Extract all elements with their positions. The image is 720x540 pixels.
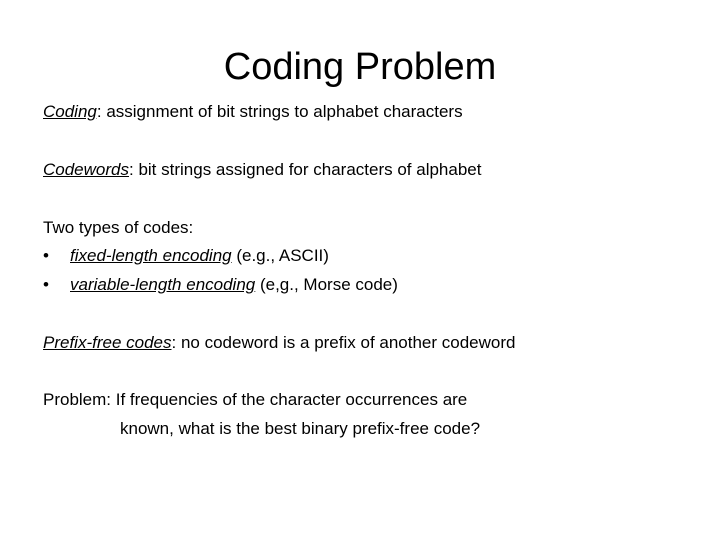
slide-title: Coding Problem [223,46,497,88]
coding-definition [43,99,463,125]
prefix-free-definition [43,330,515,356]
codewords-text: : bit strings assigned for characters of alphabet [129,160,482,179]
types-heading: Two types of codes: [43,218,194,237]
bullet-icon: • [43,275,49,294]
list-item [43,243,329,269]
prefix-free-text: : no codeword is a prefix of another codeword [171,333,516,352]
bullet-icon: • [43,246,49,265]
codewords-definition [43,157,481,183]
problem-line-2: known, what is the best binary prefix-free code? [120,419,481,438]
variable-length-text: (e,g., Morse code) [255,275,398,294]
fixed-length-term: fixed-length encoding [70,246,232,265]
codewords-term: Codewords [43,160,129,179]
fixed-length-text: (e.g., ASCII) [231,246,329,265]
list-item [43,272,398,298]
prefix-free-term: Prefix-free codes [43,333,172,352]
coding-text: : assignment of bit strings to alphabet characters [96,102,463,121]
coding-term: Coding [43,102,97,121]
variable-length-term: variable-length encoding [70,275,256,294]
problem-line-1: Problem: If frequencies of the character occurrences are [43,390,468,409]
